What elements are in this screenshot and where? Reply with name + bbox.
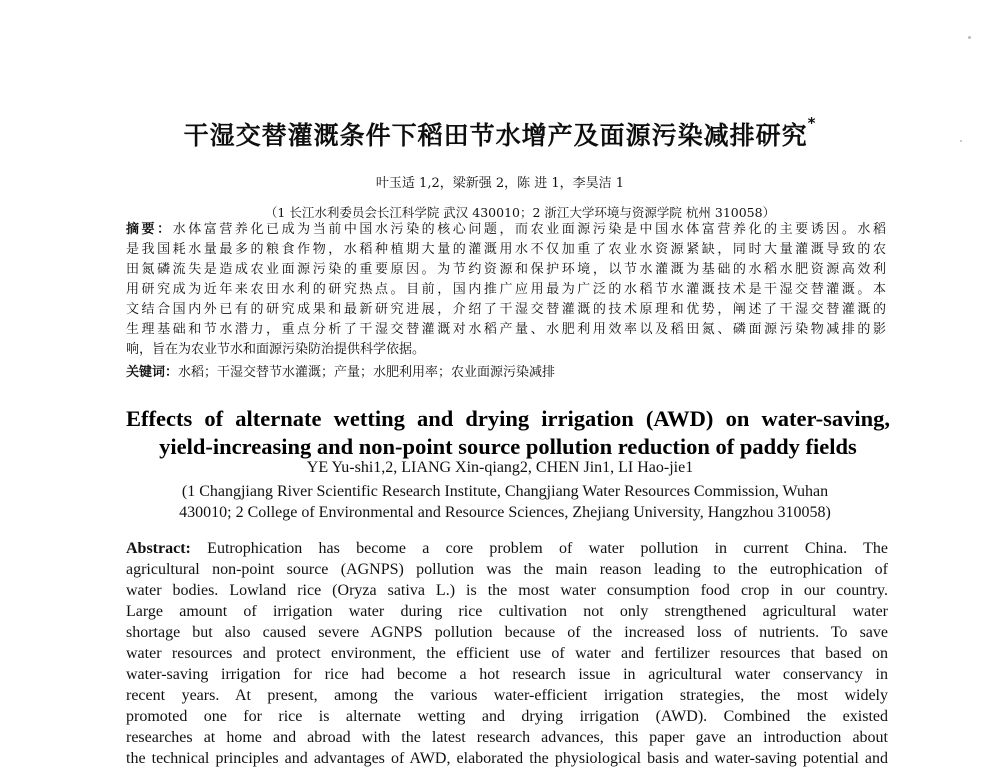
chinese-keywords-label: 关键词： xyxy=(126,365,179,380)
english-abstract-label: Abstract: xyxy=(126,540,191,557)
scan-speck xyxy=(968,36,971,39)
chinese-abstract-line: 文结合国内外已有的研究成果和最新研究进展，介绍了干湿交替灌溉的技术原理和优势，阐述了干湿交替灌溉的 xyxy=(126,302,886,317)
english-abstract-line: Abstract: Eutrophication has become a core problem of water pollution in current China. The xyxy=(126,540,888,557)
chinese-authors: 叶玉适 1,2，梁新强 2，陈 进 1，李昊洁 1 xyxy=(375,176,625,191)
chinese-abstract-line: 是我国耗水量最多的粮食作物，水稻种植期大量的灌溉用水不仅加重了农业水资源紧缺，同时大量灌溉导致的农 xyxy=(126,242,886,257)
english-affiliations xyxy=(120,481,890,523)
english-title-line: yield-increasing and non-point source pollution reduction of paddy fields xyxy=(159,434,857,459)
chinese-abstract-line: 田氮磷流失是造成农业面源污染的重要原因。为节约资源和保护环境，以节水灌溉为基础的水稻水肥资源高效利 xyxy=(126,262,886,277)
english-authors: YE Yu-shi1,2, LIANG Xin-qiang2, CHEN Jin1, LI Hao-jie1 xyxy=(306,459,694,476)
english-abstract-line: water bodies. Lowland rice (Oryza sativa L.) is the most water consumption food crop in our country. xyxy=(126,582,888,599)
english-abstract-line: Large amount of irrigation water during rice cultivation not only strengthened agricultural water xyxy=(126,603,888,620)
chinese-abstract-line: 响，旨在为农业节水和面源污染防治提供科学依据。 xyxy=(126,342,426,357)
chinese-abstract-line: 摘要：水体富营养化已成为当前中国水污染的核心问题，而农业面源污染是中国水体富营养化的主要诱因。水稻 xyxy=(126,222,886,237)
chinese-title-text: 干湿交替灌溉条件下稻田节水增产及面源污染减排研究 xyxy=(183,121,808,150)
english-abstract-line: promoted one for rice is alternate wetting and drying irrigation (AWD). Combined the existed xyxy=(126,708,888,725)
chinese-title xyxy=(0,116,1000,152)
english-abstract-line: water resources and protect environment, the efficient use of water and fertilizer resources that based on xyxy=(126,645,888,662)
english-abstract-line: the technical principles and advantages of AWD, elaborated the physiological basis and water-saving potential and xyxy=(126,750,888,767)
english-abstract-line: researches at home and abroad with the latest research advances, this paper gave an introduction about xyxy=(126,729,888,746)
chinese-abstract-line: 生理基础和节水潜力，重点分析了干湿交替灌溉对水稻产量、水肥利用效率以及稻田氮、磷面源污染物减排的影 xyxy=(126,322,886,337)
english-title-line: Effects of alternate wetting and drying irrigation (AWD) on water-saving, xyxy=(126,406,890,431)
scan-speck xyxy=(960,140,962,142)
chinese-abstract-line: 用研究成为近年来农田水利的研究热点。目前，国内推广应用最为广泛的水稻节水灌溉技术是干湿交替灌溉。本 xyxy=(126,282,886,297)
chinese-keywords: 关键词：水稻；干湿交替节水灌溉；产量；水肥利用率；农业面源污染减排 xyxy=(126,365,556,380)
english-abstract-line: water-saving irrigation for rice had become a hot research issue in agricultural water conservancy in xyxy=(126,666,888,683)
english-title xyxy=(126,405,890,461)
english-affiliations-line: 430010; 2 College of Environmental and Resource Sciences, Zhejiang University, Hangzhou 310058) xyxy=(179,504,831,521)
english-abstract-line: agricultural non-point source (AGNPS) pollution was the main reason leading to the eutrophication of xyxy=(126,561,888,578)
english-abstract-line: shortage but also caused severe AGNPS pollution because of the increased loss of nutrients. To save xyxy=(126,624,888,641)
title-footnote-mark: * xyxy=(807,114,817,132)
chinese-abstract-label: 摘要： xyxy=(126,222,173,237)
english-affiliations-line: (1 Changjiang River Scientific Research Institute, Changjiang Water Resources Commission, Wuhan xyxy=(181,483,829,500)
chinese-affiliations: （1 长江水利委员会长江科学院 武汉 430010；2 浙江大学环境与资源学院 杭州 310058） xyxy=(264,205,776,220)
english-abstract-line: recent years. At present, among the various water-efficient irrigation strategies, the most widely xyxy=(126,687,888,704)
